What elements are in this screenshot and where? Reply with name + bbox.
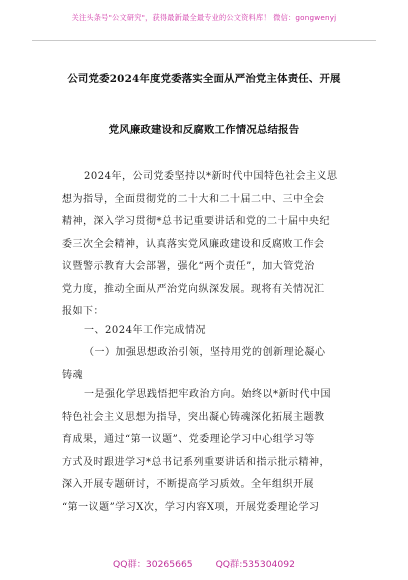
- intro-line: 报如下：: [62, 306, 104, 317]
- document-title-line-2: 党风廉政建设和反腐败工作情况总结报告: [108, 124, 300, 136]
- footer-qq-group-2: QQ群:535304092: [215, 559, 295, 570]
- intro-line: 党力度，推动全面从严治党向纵深发展。现将有关情况汇: [62, 283, 325, 295]
- body-paragraph: [62, 384, 362, 519]
- header-divider: [32, 40, 376, 41]
- body-line: 育成果，通过“第一议题”、党委理论学习中心组学习等: [62, 434, 315, 445]
- body-line: 深入开展专题研讨，不断提高学习质效。全年组织开展: [62, 479, 314, 490]
- intro-line: 想为指导，全面贯彻党的二十大和二十届二中、三中全会: [62, 193, 325, 205]
- intro-line: 2024年，公司党委坚持以*新时代中国特色社会主义思: [84, 171, 338, 182]
- document-title-line-1: 公司党委2024年度党委落实全面从严治党主体责任、开展: [67, 73, 341, 85]
- footer: [0, 556, 408, 570]
- header-banner-text: 关注头条号"公文研究"，获得最新最全最专业的公文资料库！ 微信：gongwenyj: [71, 13, 337, 22]
- section-heading-1: 一、2024年工作完成情况: [84, 325, 206, 336]
- body-line: 一是强化学思践悟把牢政治方向。始终以*新时代中国: [84, 389, 331, 400]
- body-line: “第一议题”学习X次，学习内容X项，开展党委理论学习: [62, 501, 320, 513]
- intro-paragraph: [62, 166, 362, 324]
- subsection-heading-1-cont: 铸魂: [62, 370, 83, 381]
- intro-line: 精神，深入学习贯彻*总书记重要讲话和党的二十届中央纪: [62, 216, 330, 227]
- intro-line: 议暨警示教育大会部署，强化“两个责任”，加大管党治: [62, 261, 315, 272]
- subsection-heading-1: （一）加强思想政治引领，坚持用党的创新理论凝心: [84, 347, 326, 358]
- body-line: 方式及时跟进学习*总书记系列重要讲话和指示批示精神，: [62, 456, 330, 468]
- intro-line: 委三次全会精神，认真落实党风廉政建设和反腐败工作会: [62, 238, 325, 250]
- body-line: 特色社会主义思想为指导，突出凝心铸魂深化拓展主题教: [62, 411, 325, 423]
- footer-qq-group-1: QQ群：30265665: [113, 559, 193, 570]
- header-banner: [0, 0, 408, 72]
